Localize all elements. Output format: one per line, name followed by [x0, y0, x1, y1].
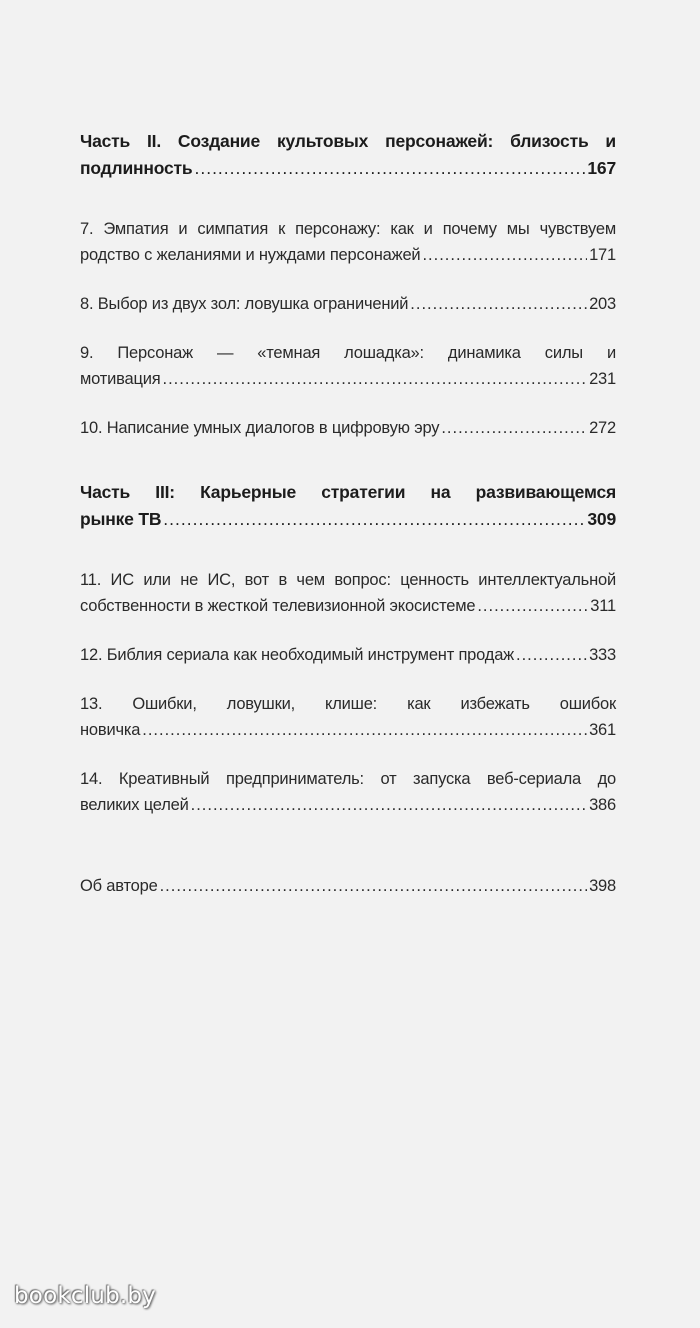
page-number: 203 — [589, 295, 616, 313]
toc-entry-title: Часть II. Создание культовых персонажей: близость и — [80, 131, 616, 151]
toc-entry-chapter-9[interactable] — [80, 340, 616, 392]
toc-entry-title-cont: великих целей — [80, 796, 189, 814]
toc-entry-title-cont: рынке ТВ — [80, 509, 162, 529]
toc-entry-chapter-11[interactable] — [80, 567, 616, 619]
dot-leader — [477, 593, 588, 619]
toc-entry-title: 13. Ошибки, ловушки, клише: как избежать ошибок — [80, 695, 616, 713]
dot-leader — [422, 242, 587, 268]
page-number: 231 — [589, 370, 616, 388]
toc-entry-chapter-13[interactable] — [80, 691, 616, 743]
dot-leader — [410, 291, 587, 317]
dot-leader — [516, 642, 587, 668]
toc-entry-title: 8. Выбор из двух зол: ловушка ограничений — [80, 295, 409, 313]
toc-entry-chapter-8[interactable] — [80, 291, 616, 317]
dot-leader — [142, 717, 587, 743]
dot-leader — [441, 415, 587, 441]
page-number: 272 — [589, 419, 616, 437]
toc-entry-title: Об авторе — [80, 877, 158, 895]
dot-leader — [163, 506, 585, 533]
toc-entry-title-cont: мотивация — [80, 370, 161, 388]
toc-entry-title: 12. Библия сериала как необходимый инструмент продаж — [80, 646, 515, 664]
toc-entry-chapter-14[interactable] — [80, 766, 616, 818]
toc-entry-chapter-7[interactable] — [80, 216, 616, 268]
page-number: 311 — [590, 597, 616, 615]
page-number: 386 — [589, 796, 616, 814]
toc-entry-title: 7. Эмпатия и симпатия к персонажу: как и почему мы чувствуем — [80, 220, 616, 238]
page-number: 167 — [587, 158, 616, 178]
toc-entry-title: 11. ИС или не ИС, вот в чем вопрос: ценность интеллектуальной — [80, 571, 616, 589]
page-number: 309 — [587, 509, 616, 529]
toc-entry-about-author[interactable] — [80, 873, 616, 899]
dot-leader — [191, 792, 587, 818]
toc-entry-title: 9. Персонаж — «темная лошадка»: динамика силы и — [80, 344, 616, 362]
toc-entry-part-2[interactable] — [80, 128, 616, 182]
toc-entry-title-cont: родство с желаниями и нуждами персонажей — [80, 246, 421, 264]
dot-leader — [163, 366, 588, 392]
toc-entry-chapter-12[interactable] — [80, 642, 616, 668]
toc-entry-title: 14. Креативный предприниматель: от запуска веб-сериала до — [80, 770, 616, 788]
toc-entry-title-cont: подлинность — [80, 158, 193, 178]
page-number: 361 — [589, 721, 616, 739]
page-number: 171 — [589, 246, 616, 264]
toc-entry-title-cont: собственности в жесткой телевизионной экосистеме — [80, 597, 476, 615]
toc-entry-title-cont: новичка — [80, 721, 141, 739]
site-watermark: bookclub.by — [14, 1283, 156, 1309]
toc-entry-chapter-10[interactable] — [80, 415, 616, 441]
toc-entry-title: 10. Написание умных диалогов в цифровую эру — [80, 419, 440, 437]
page-number: 333 — [589, 646, 616, 664]
table-of-contents — [80, 128, 616, 899]
page-number: 398 — [589, 877, 616, 895]
dot-leader — [160, 873, 588, 899]
toc-entry-title: Часть III: Карьерные стратегии на развивающемся — [80, 482, 616, 502]
dot-leader — [194, 155, 585, 182]
toc-entry-part-3[interactable] — [80, 479, 616, 533]
